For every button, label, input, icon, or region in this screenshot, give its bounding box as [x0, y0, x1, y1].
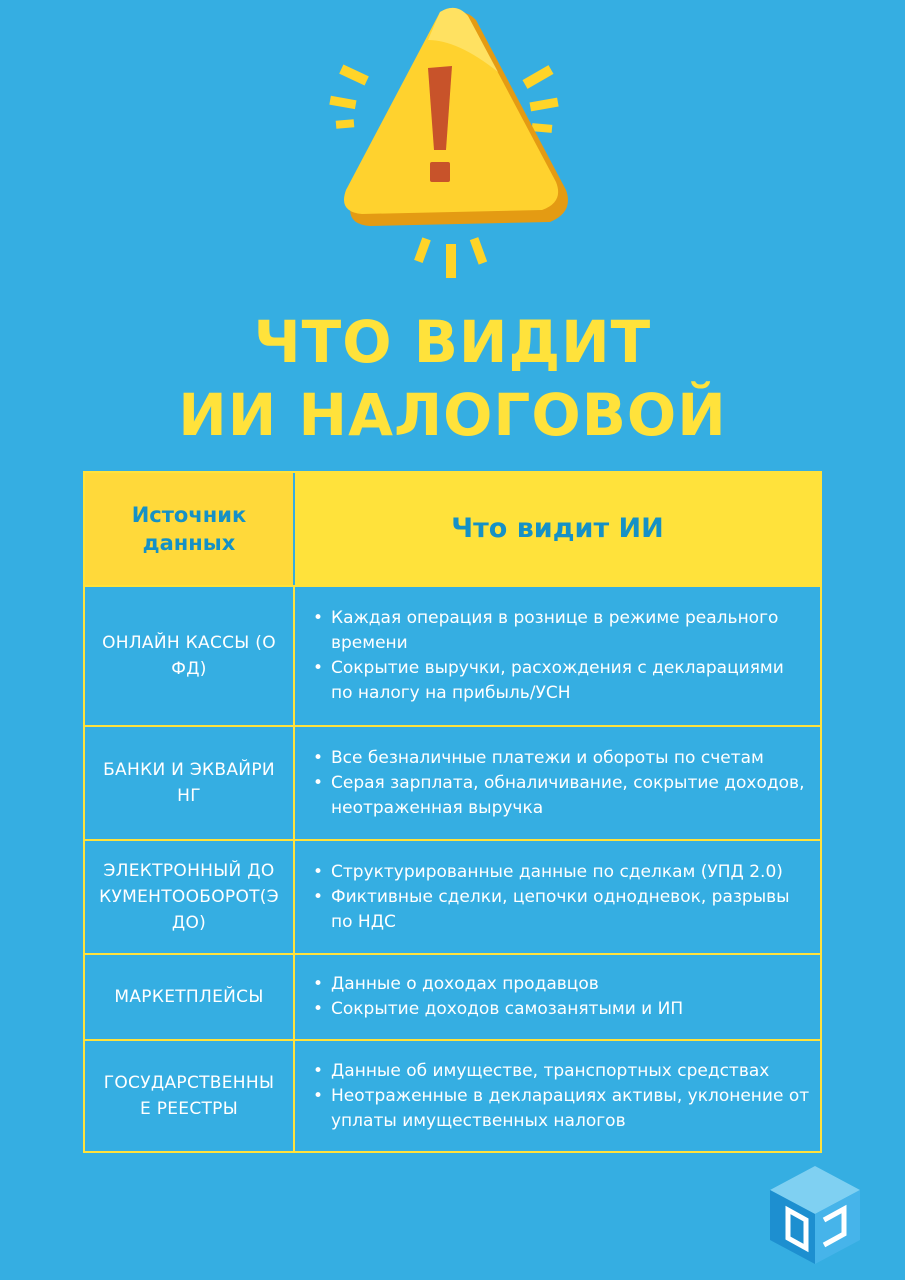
row-info: [313, 587, 810, 725]
table-row: [85, 955, 820, 1039]
list-item: • Фиктивные сделки, цепочки однодневок, разрывы по НДС: [313, 885, 810, 935]
list-item: • Каждая операция в рознице в режиме реального времени: [313, 606, 810, 656]
row-source: [85, 955, 293, 1039]
table-row: [85, 1041, 820, 1151]
list-item: • Сокрытие выручки, расхождения с декларациями по налогу на прибыль/УСН: [313, 656, 810, 706]
list-item: • Все безналичные платежи и обороты по счетам: [313, 746, 810, 771]
table-row: [85, 587, 820, 725]
row-source-label: ОНЛАЙН КАССЫ (ОФД): [102, 633, 276, 679]
row-source-label: ГОСУДАРСТВЕННЫЕ РЕЕСТРЫ: [103, 1073, 275, 1119]
row-info: [313, 1041, 810, 1151]
data-table: [83, 471, 822, 1153]
list-item: • Серая зарплата, обналичивание, сокрытие доходов, неотраженная выручка: [313, 771, 810, 821]
row-info: [313, 955, 810, 1039]
page-title-line2: ИИ НАЛОГОВОЙ: [178, 381, 727, 449]
list-item: • Структурированные данные по сделкам (УПД 2.0): [313, 860, 810, 885]
warning-icon: [318, 0, 588, 290]
table-row: [85, 727, 820, 839]
table-header-ai-view-label: Что видит ИИ: [451, 513, 664, 544]
table-header-ai-view: [295, 473, 820, 585]
row-source: [85, 587, 293, 725]
table-row: [85, 841, 820, 953]
row-source-label: ЭЛЕКТРОННЫЙ ДОКУМЕНТООБОРОТ(ЭДО): [99, 861, 279, 933]
row-source-label: МАРКЕТПЛЕЙСЫ: [114, 987, 264, 1007]
list-item: • Сокрытие доходов самозанятыми и ИП: [313, 997, 810, 1022]
row-source: [85, 727, 293, 839]
row-info: [313, 727, 810, 839]
brand-logo-icon: [760, 1160, 870, 1270]
list-item: • Неотраженные в декларациях активы, уклонение от уплаты имущественных налогов: [313, 1084, 810, 1134]
row-source: [85, 841, 293, 953]
list-item: • Данные об имуществе, транспортных средствах: [313, 1059, 810, 1084]
page-title-line1: ЧТО ВИДИТ: [253, 308, 652, 376]
row-source-label: БАНКИ И ЭКВАЙРИНГ: [103, 760, 275, 806]
row-source: [85, 1041, 293, 1151]
row-info: [313, 841, 810, 953]
table-header-source-label: Источник данных: [131, 503, 247, 555]
table-header-source: [85, 473, 293, 585]
list-item: • Данные о доходах продавцов: [313, 972, 810, 997]
